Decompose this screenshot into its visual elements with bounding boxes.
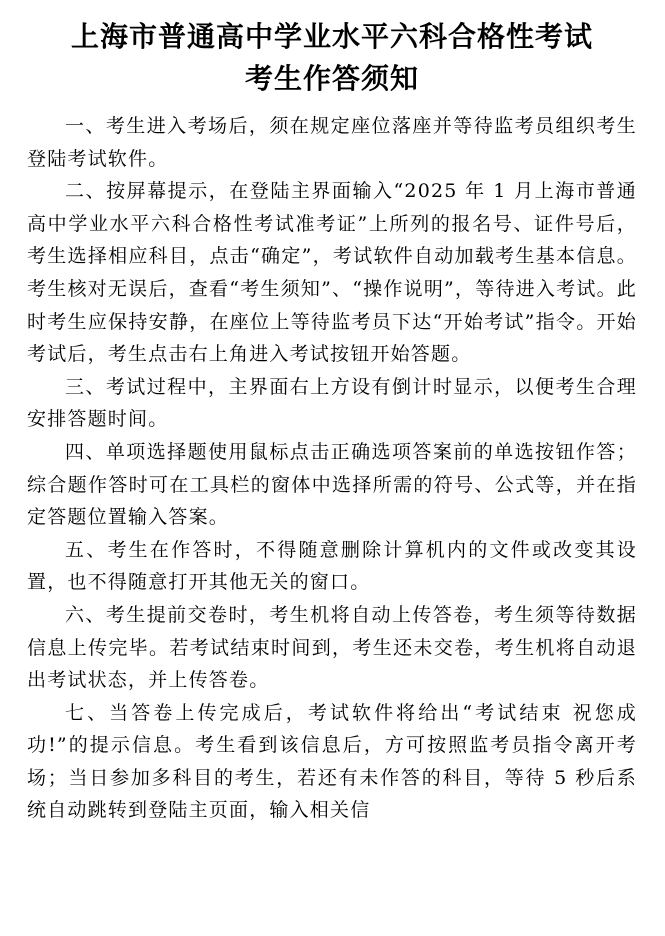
paragraph-2: 二、按屏幕提示，在登陆主界面输入“2025 年 1 月上海市普通高中学业水平六科合格性考试准考证”上所列的报名号、证件号后，考生选择相应科目，点击“确定”，考试软件自动加载考生基本信息。考生核对无误后，查看“考生须知”、“操作说明”，等待进入考试。此时考生应保持安静，在座位上等待监考员下达“开始考试”指令。开始考试后，考生点击右上角进入考试按钮开始答题。	[27, 180, 637, 366]
paragraph-4: 四、单项选择题使用鼠标点击正确选项答案前的单选按钮作答；综合题作答时可在工具栏的窗体中选择所需的符号、公式等，并在指定答题位置输入答案。	[27, 440, 637, 529]
paragraph-7: 七、当答卷上传完成后，考试软件将给出“考试结束 祝您成功!”的提示信息。考生看到该信息后，方可按照监考员指令离开考场；当日参加多科目的考生，若还有未作答的科目，等待 5 秒后系统自动跳转到登陆主页面，输入相关信	[27, 701, 637, 822]
paragraph-5: 五、考生在作答时，不得随意删除计算机内的文件或改变其设置，也不得随意打开其他无关的窗口。	[27, 538, 637, 594]
paragraph-6: 六、考生提前交卷时，考生机将自动上传答卷，考生须等待数据信息上传完毕。若考试结束时间到，考生还未交卷，考生机将自动退出考试状态，并上传答卷。	[27, 603, 637, 692]
document-title-line-2: 考生作答须知	[244, 62, 419, 95]
paragraph-3: 三、考试过程中，主界面右上方设有倒计时显示，以便考生合理安排答题时间。	[27, 375, 637, 431]
document-title-line-1: 上海市普通高中学业水平六科合格性考试	[70, 20, 593, 53]
paragraph-1: 一、考生进入考场后，须在规定座位落座并等待监考员组织考生登陆考试软件。	[27, 115, 637, 170]
